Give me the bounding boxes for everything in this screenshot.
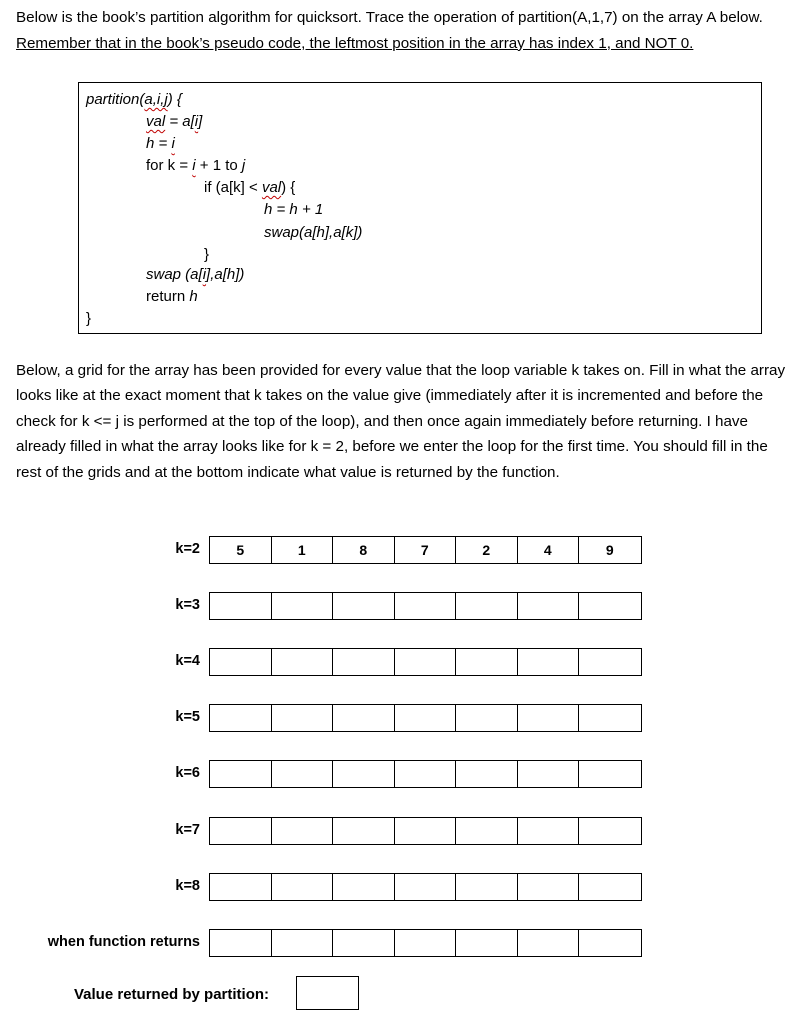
array-cell: 8 [333,537,395,563]
array-cell[interactable] [272,761,334,787]
code-line-4 [146,157,245,175]
array-cell[interactable] [272,818,334,844]
code-for: for k = [146,157,193,174]
grid-label-6: k=7 [175,822,200,838]
array-cell[interactable] [333,930,395,956]
result-input-box[interactable] [296,976,359,1010]
array-cell[interactable] [333,593,395,619]
code-return: return [146,288,190,305]
code-fn-args: a,i,j [144,91,168,108]
code-i: i [194,113,199,130]
code-assign: = a[ [165,113,195,130]
code-bracket: ] [198,113,203,130]
code-line-6 [264,201,323,219]
grid-label-5: k=6 [175,765,200,781]
result-label: Value returned by partition: [74,986,270,1003]
array-cell[interactable] [333,705,395,731]
code-i: i [171,135,175,152]
array-cell[interactable] [395,649,457,675]
array-grid-4 [209,704,642,732]
array-cell[interactable] [579,649,641,675]
array-cell[interactable] [333,649,395,675]
array-grid-3 [209,648,642,676]
array-cell[interactable] [518,649,580,675]
code-line-8 [204,246,209,264]
array-cell[interactable] [518,930,580,956]
array-cell[interactable] [518,705,580,731]
array-cell[interactable] [518,818,580,844]
array-cell[interactable] [210,705,272,731]
code-close-brace: } [204,246,210,263]
array-cell[interactable] [579,930,641,956]
array-cell[interactable] [456,761,518,787]
grid-label-1: k=2 [175,541,200,557]
grid-label-4: k=5 [175,709,200,725]
code-if: if (a[k] < [204,179,262,196]
array-cell[interactable] [518,874,580,900]
array-cell[interactable] [579,593,641,619]
code-if-open: ) { [281,179,296,196]
array-cell: 5 [210,537,272,563]
code-h-increment: h = h + 1 [264,201,324,218]
array-cell[interactable] [579,874,641,900]
array-cell[interactable] [456,818,518,844]
array-cell[interactable] [456,705,518,731]
array-cell: 4 [518,537,580,563]
array-cell[interactable] [210,874,272,900]
array-cell[interactable] [395,930,457,956]
array-cell: 1 [272,537,334,563]
grid-label-2: k=3 [175,597,200,613]
code-swap-outer: swap (a[ [146,266,203,283]
array-cell[interactable] [456,930,518,956]
code-j: j [241,157,246,174]
array-cell[interactable] [518,593,580,619]
intro-paragraph [16,5,796,56]
code-line-3 [146,135,175,153]
intro-underlined-note: Remember that in the book’s pseudo code, the leftmost position in the array has index 1, and NOT 0. [16,34,694,52]
code-fn-open: ) { [167,91,182,108]
array-cell[interactable] [210,930,272,956]
array-cell[interactable] [456,874,518,900]
instructions-paragraph: Below, a grid for the array has been provided for every value that the loop variable k takes on. Fill in what the array looks like at the exact moment that k takes on the value give (immediately after it is incremented and before the check for k <= j is performed at the top of the loop), and then once again immediately before returning. I have already filled in what the array looks like for k = 2, before we enter the loop for the first time. You should fill in the rest of the grids and at the bottom indicate what value is returned by the function. [16,362,786,481]
array-cell[interactable] [272,649,334,675]
array-grid-7 [209,873,642,901]
array-cell[interactable] [333,874,395,900]
code-val: val [261,179,282,196]
array-grid-5 [209,760,642,788]
array-cell[interactable] [210,649,272,675]
array-grid-2 [209,592,642,620]
intro-text: Below is the book’s partition algorithm for quicksort. Trace the operation of partition(A,1,7) on the array A below. [16,9,763,26]
code-line-1 [86,91,182,109]
array-cell[interactable] [210,593,272,619]
array-cell[interactable] [456,649,518,675]
code-fn-close: } [86,310,92,327]
code-line-10 [146,288,198,306]
array-cell[interactable] [395,874,457,900]
code-to: + 1 to [195,157,242,174]
array-grid-6 [209,817,642,845]
array-cell[interactable] [579,818,641,844]
code-line-5 [204,179,295,197]
array-grid-1 [209,536,642,564]
array-cell[interactable] [272,930,334,956]
array-cell[interactable] [395,593,457,619]
array-cell[interactable] [579,705,641,731]
array-cell[interactable] [579,761,641,787]
pseudocode-box [78,82,762,334]
array-cell[interactable] [272,593,334,619]
array-cell: 7 [395,537,457,563]
array-cell[interactable] [456,593,518,619]
code-fn-name: partition( [86,91,145,108]
grid-label-3: k=4 [175,653,200,669]
grid-label-8: when function returns [47,934,200,950]
code-line-2 [146,113,202,131]
code-swap-outer-end: ],a[h]) [206,266,245,283]
code-i: i [192,157,196,174]
array-cell[interactable] [333,818,395,844]
code-h-assign: h = [146,135,172,152]
code-swap-inner: swap(a[h],a[k]) [264,224,363,241]
array-cell[interactable] [210,761,272,787]
code-line-7 [264,224,362,242]
array-cell[interactable] [272,705,334,731]
array-cell[interactable] [395,818,457,844]
array-cell[interactable] [395,761,457,787]
code-i: i [202,266,207,283]
array-cell[interactable] [395,705,457,731]
code-line-11 [86,310,91,328]
code-h: h [189,288,198,305]
array-cell[interactable] [333,761,395,787]
grid-label-7: k=8 [175,878,200,894]
array-cell[interactable] [210,818,272,844]
array-grid-8 [209,929,642,957]
code-line-9 [146,266,244,284]
array-cell: 9 [605,542,614,558]
array-cell[interactable] [518,761,580,787]
array-cell[interactable] [272,874,334,900]
code-val: val [146,113,166,130]
array-cell: 2 [456,537,518,563]
